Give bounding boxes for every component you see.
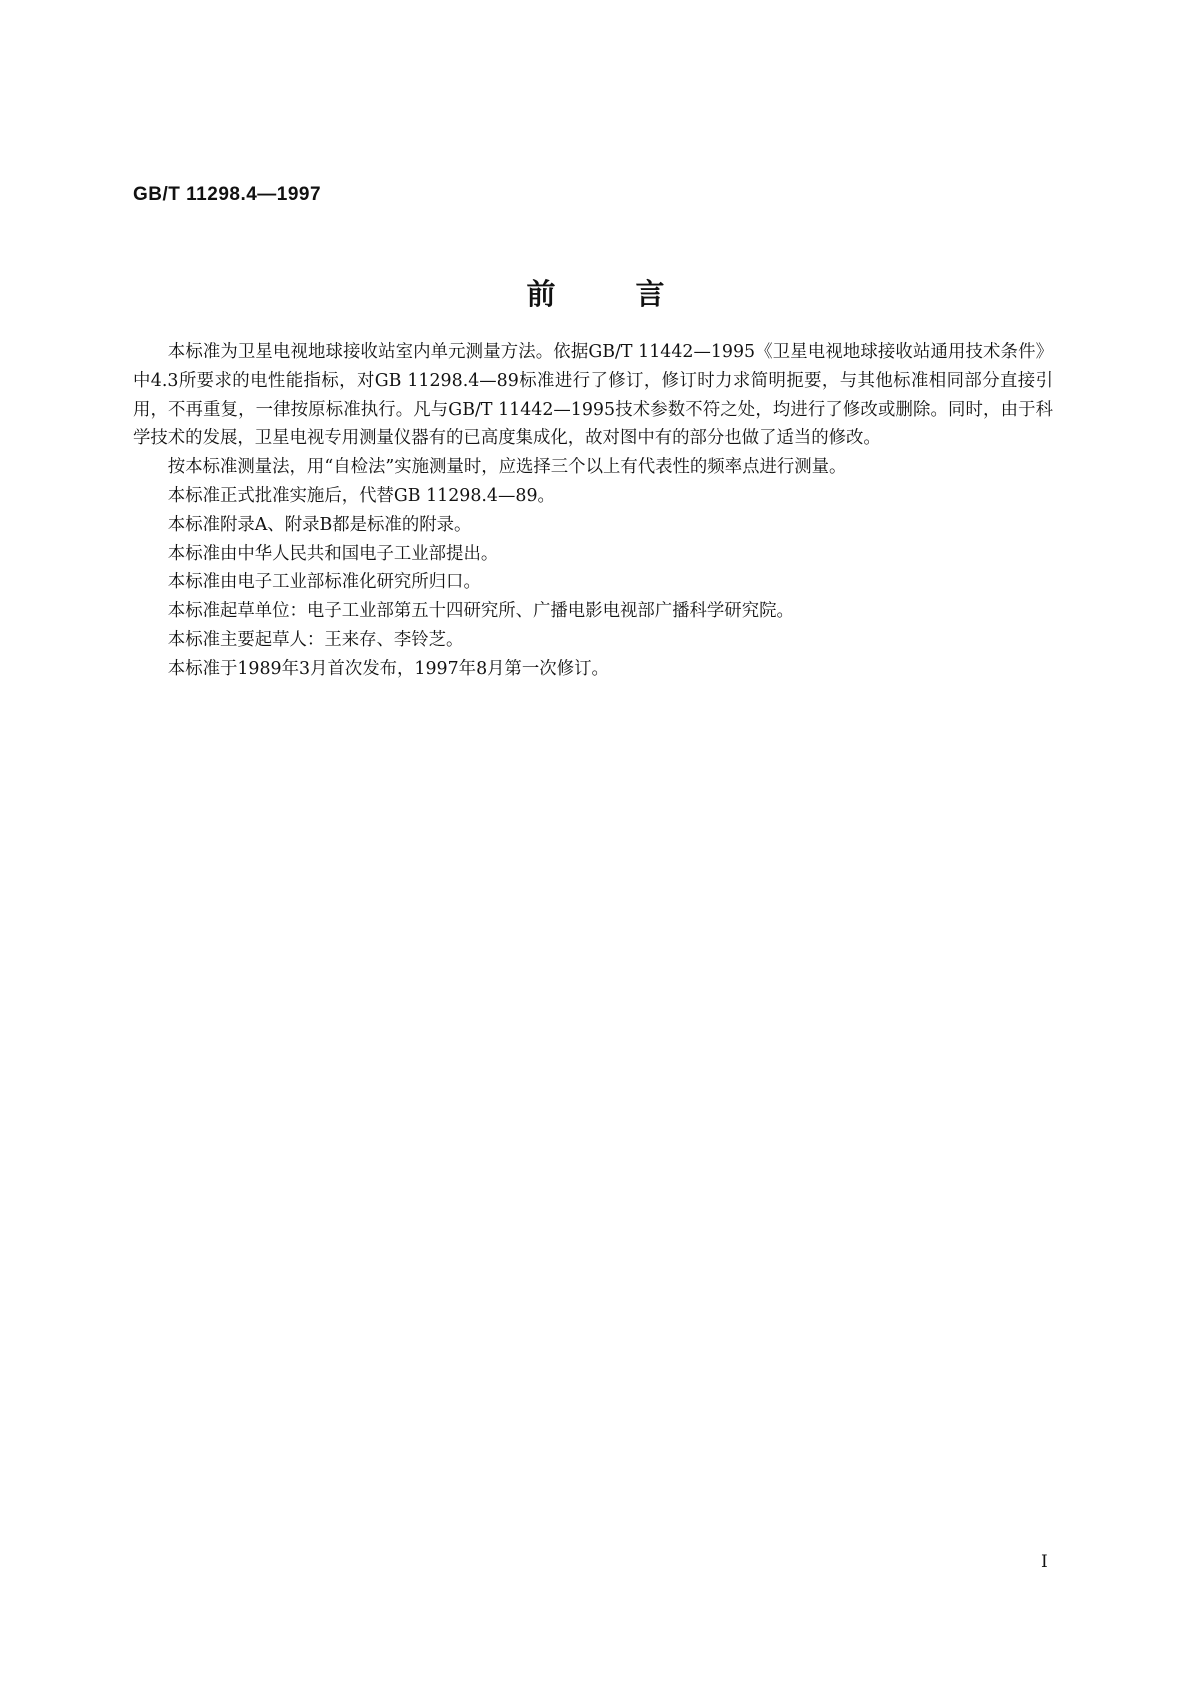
page-title: 前 言	[526, 277, 665, 311]
standard-code: GB/T 11298.4—1997	[133, 184, 322, 205]
paragraph-appendices: 本标准附录A、附录B都是标准的附录。	[167, 514, 472, 535]
paragraph-centralized-by: 本标准由电子工业部标准化研究所归口。	[167, 572, 481, 593]
paragraph-history: 本标准于1989年3月首次发布，1997年8月第一次修订。	[167, 658, 609, 679]
paragraph-drafting-units: 本标准起草单位：电子工业部第五十四研究所、广播电影电视部广播科学研究院。	[167, 601, 794, 622]
paragraph-self-check: 按本标准测量法，用“自检法”实施测量时，应选择三个以上有代表性的频率点进行测量。	[167, 457, 847, 478]
paragraph-drafters: 本标准主要起草人：王来存、李铃芝。	[167, 629, 464, 650]
body-text	[133, 338, 1053, 684]
paragraph-intro: 本标准为卫星电视地球接收站室内单元测量方法。依据GB/T 11442—1995《卫星电视地球接收站通用技术条件》中4.3所要求的电性能指标，对GB 11298.4—89标准进行了修订，修订时力求简明扼要，与其他标准相同部分直接引用，不再重复，一律按原标准执行。凡与GB/T 11442—1995技术参数不符之处，均进行了修改或删除。同时，由于科学技术的发展，卫星电视专用测量仪器有的已高度集成化，故对图中有的部分也做了适当的修改。	[133, 342, 1053, 449]
paragraph-proposed-by: 本标准由中华人民共和国电子工业部提出。	[167, 543, 499, 564]
paragraph-replaces: 本标准正式批准实施后，代替GB 11298.4—89。	[167, 485, 555, 506]
page-number: I	[1041, 1552, 1048, 1572]
